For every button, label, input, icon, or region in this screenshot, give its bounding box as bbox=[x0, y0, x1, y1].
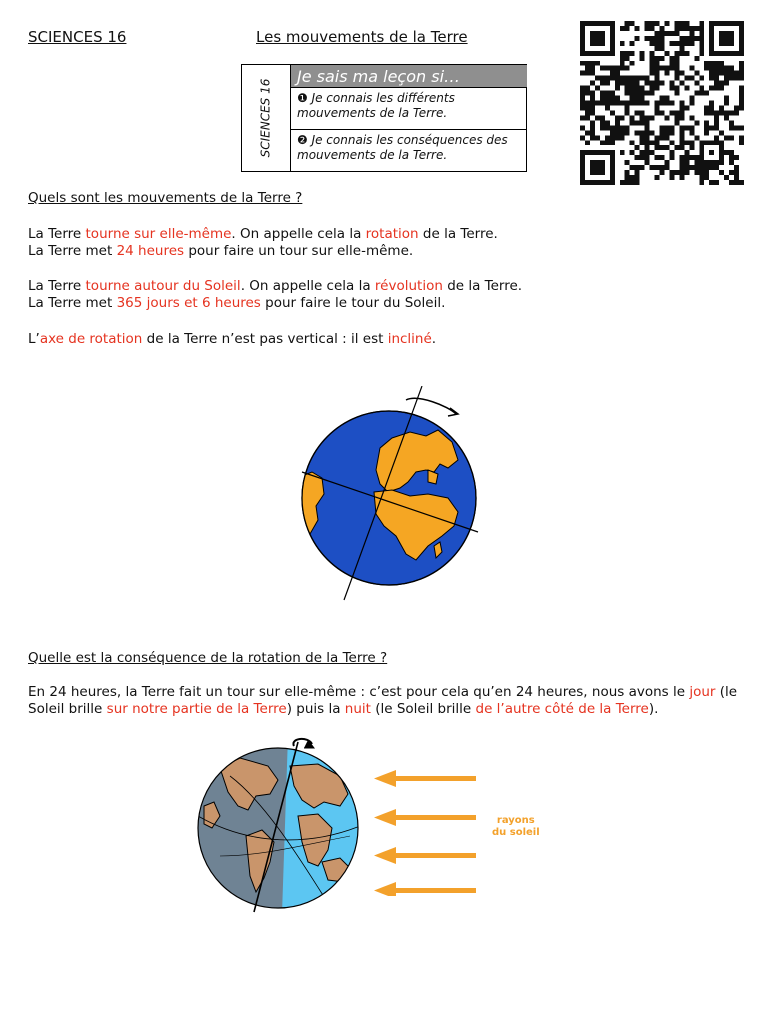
paragraph-day-night bbox=[28, 684, 748, 718]
rays-label-line1: rayons bbox=[496, 815, 535, 826]
line-night bbox=[28, 701, 748, 718]
page-title: Les mouvements de la Terre bbox=[256, 28, 468, 46]
rays-label bbox=[492, 815, 540, 839]
sun-rays bbox=[372, 766, 482, 896]
paragraph-axis bbox=[28, 331, 728, 348]
sun-ray-arrow-icon bbox=[374, 770, 476, 787]
body-text: . bbox=[431, 331, 437, 347]
highlight-text: sur notre partie de la Terre bbox=[106, 701, 287, 717]
line-rotation bbox=[28, 226, 728, 243]
line-365days bbox=[28, 295, 748, 312]
highlight-text: 24 heures bbox=[116, 243, 185, 259]
body-text: La Terre met bbox=[28, 243, 117, 259]
body-text: pour faire le tour du Soleil. bbox=[260, 295, 446, 311]
body-text: (le Soleil brille bbox=[370, 701, 476, 717]
lesson-side-text: SCIENCES 16 bbox=[258, 78, 273, 158]
body-text: La Terre bbox=[28, 226, 86, 242]
highlight-text: jour bbox=[689, 684, 716, 700]
sun-ray-arrows bbox=[374, 770, 476, 896]
body-text: de la Terre. bbox=[442, 278, 523, 294]
sun-ray-arrow-icon bbox=[374, 809, 476, 826]
body-text: En 24 heures, la Terre fait un tour sur elle-même : c’est pour cela qu’en 24 heures, nous avons le bbox=[28, 684, 690, 700]
highlight-text: axe de rotation bbox=[39, 331, 143, 347]
highlight-text: incliné bbox=[387, 331, 432, 347]
highlight-text: rotation bbox=[365, 226, 419, 242]
question-consequence: Quelle est la conséquence de la rotation de la Terre ? bbox=[28, 650, 388, 666]
line-revolution bbox=[28, 278, 748, 295]
lesson-item-1: ❶ Je connais les différents mouvements de la Terre. bbox=[291, 88, 527, 130]
rays-label-line2: du soleil bbox=[492, 827, 540, 838]
body-text: ). bbox=[648, 701, 659, 717]
qr-code bbox=[577, 21, 747, 185]
body-text: La Terre bbox=[28, 278, 86, 294]
lesson-checklist-box bbox=[241, 64, 527, 172]
earth-tilted-illustration bbox=[288, 386, 488, 604]
body-text: . On appelle cela la bbox=[231, 226, 366, 242]
body-text: de la Terre n’est pas vertical : il est bbox=[142, 331, 388, 347]
line-day bbox=[28, 684, 748, 701]
body-text: ) puis la bbox=[286, 701, 345, 717]
paragraph-rotation bbox=[28, 226, 728, 260]
body-text: . On appelle cela la bbox=[240, 278, 375, 294]
lesson-side-label bbox=[242, 65, 291, 171]
body-text: La Terre met bbox=[28, 295, 117, 311]
body-text: pour faire un tour sur elle-même. bbox=[184, 243, 414, 259]
highlight-text: tourne autour du Soleil bbox=[85, 278, 241, 294]
highlight-text: révolution bbox=[374, 278, 443, 294]
earth-day-night-illustration bbox=[190, 736, 370, 914]
question-movements: Quels sont les mouvements de la Terre ? bbox=[28, 190, 303, 206]
highlight-text: 365 jours et 6 heures bbox=[116, 295, 261, 311]
subject-label: SCIENCES 16 bbox=[28, 28, 127, 46]
highlight-text: tourne sur elle-même bbox=[85, 226, 232, 242]
highlight-text: nuit bbox=[344, 701, 371, 717]
paragraph-revolution bbox=[28, 278, 748, 312]
body-text: Soleil brille bbox=[28, 701, 107, 717]
line-24h bbox=[28, 243, 728, 260]
line-axis bbox=[28, 331, 728, 348]
body-text: de la Terre. bbox=[418, 226, 498, 242]
body-text: (le bbox=[715, 684, 738, 700]
rotation-arrow-icon bbox=[406, 398, 456, 414]
body-text: L’ bbox=[28, 331, 40, 347]
lesson-title: Je sais ma leçon si… bbox=[291, 65, 527, 88]
highlight-text: de l’autre côté de la Terre bbox=[475, 701, 649, 717]
sun-ray-arrow-icon bbox=[374, 882, 476, 896]
sun-ray-arrow-icon bbox=[374, 847, 476, 864]
lesson-item-2: ❷ Je connais les conséquences des mouvements de la Terre. bbox=[297, 133, 508, 162]
